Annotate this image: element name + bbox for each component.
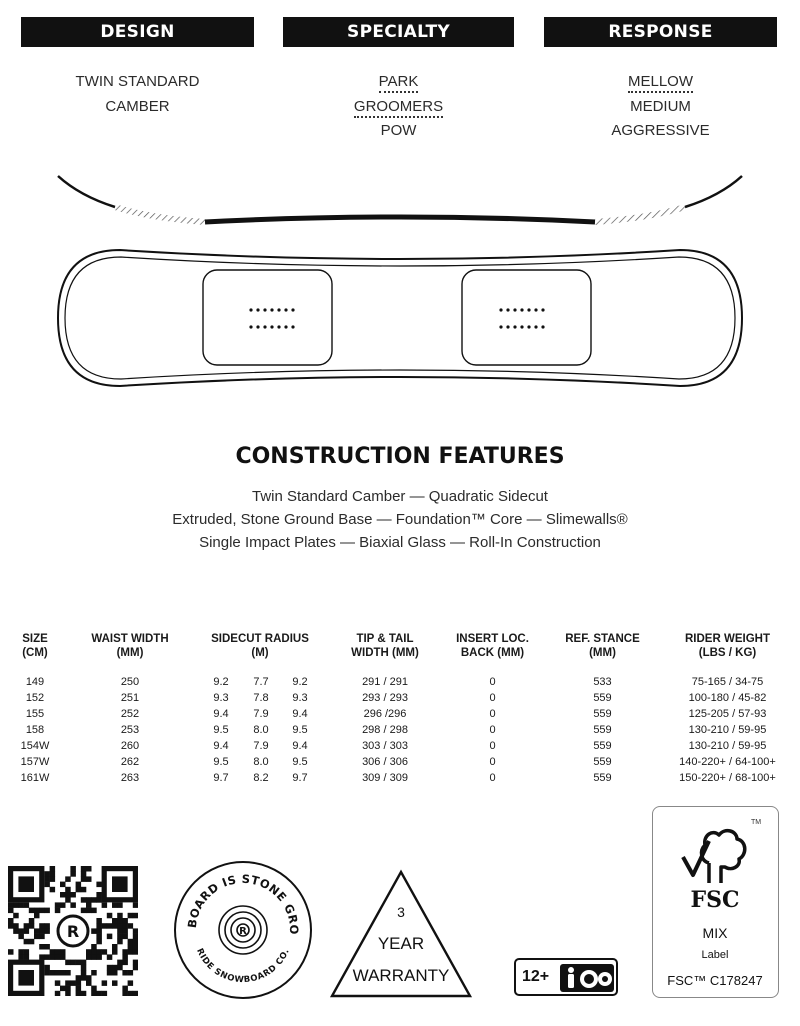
spec-cell-insert: 0	[489, 708, 496, 720]
spec-cell-weight: 130-210 / 59-95	[688, 724, 767, 736]
spec-cell-size: 158	[25, 724, 45, 736]
spec-cell-insert: 0	[489, 772, 496, 784]
spec-cell-waist: 250	[120, 676, 140, 688]
stone-ground-top-text: BOARD IS STONE GRO	[184, 871, 302, 935]
svg-text:R: R	[66, 922, 80, 941]
fsc-label-text: Label	[701, 949, 729, 961]
spec-cell-tiptail: 291 / 291	[362, 676, 408, 688]
fsc-code: FSC™ C178247	[667, 973, 763, 988]
spec-cell-tiptail: 293 / 293	[362, 692, 408, 704]
specialty-item-park: PARK	[379, 73, 419, 93]
response-item-medium: MEDIUM	[630, 97, 691, 115]
spec-cell-weight: 130-210 / 59-95	[688, 740, 767, 752]
spec-cell-size: 161W	[20, 772, 50, 784]
spec-cell-tiptail: 309 / 309	[362, 772, 408, 784]
specialty-item-pow: POW	[380, 122, 417, 139]
warranty-number: 3	[397, 904, 405, 920]
spec-cell-stance: 559	[593, 756, 612, 768]
col-header-size: SIZE (CM)	[22, 633, 48, 659]
spec-cell-r1: 9.2	[213, 676, 229, 688]
response-header: RESPONSE	[544, 17, 777, 47]
warranty-badge	[328, 868, 474, 1000]
spec-cell-insert: 0	[489, 756, 496, 768]
spec-cell-stance: 559	[593, 724, 612, 736]
svg-text:R: R	[239, 926, 247, 937]
spec-cell-r2: 8.2	[253, 772, 269, 784]
fsc-label	[652, 806, 779, 998]
col-header-waist: WAIST WIDTH (MM)	[91, 633, 169, 659]
col-header-sidecut: SIDECUT RADIUS (M)	[211, 633, 309, 659]
fsc-tm: TM	[751, 819, 762, 826]
spec-cell-insert: 0	[489, 724, 496, 736]
spec-cell-r3: 9.4	[292, 708, 308, 720]
spec-cell-weight: 100-180 / 45-82	[688, 692, 767, 704]
spec-cell-r2: 7.9	[253, 740, 269, 752]
spec-cell-r2: 7.8	[253, 692, 269, 704]
spec-cell-waist: 251	[120, 692, 140, 704]
spec-cell-r1: 9.5	[213, 724, 229, 736]
insert-holes	[249, 308, 544, 328]
fsc-tree-icon	[679, 821, 755, 887]
age-rating-badge	[514, 958, 618, 996]
specialty-list	[283, 70, 514, 144]
spec-cell-size: 154W	[20, 740, 50, 752]
spec-cell-size: 149	[25, 676, 45, 688]
design-list	[21, 70, 254, 119]
spec-cell-insert: 0	[489, 740, 496, 752]
spec-cell-weight: 125-205 / 57-93	[688, 708, 767, 720]
spec-cell-stance: 559	[593, 740, 612, 752]
spec-cell-r3: 9.5	[292, 724, 308, 736]
col-header-insert: INSERT LOC. BACK (MM)	[456, 633, 529, 659]
front-binding-plate	[203, 270, 332, 365]
construction-line: Single Impact Plates — Biaxial Glass — Roll-In Construction	[199, 534, 601, 551]
col-header-weight: RIDER WEIGHT (LBS / KG)	[685, 633, 770, 659]
response-list	[544, 70, 777, 144]
spec-cell-tiptail: 303 / 303	[362, 740, 408, 752]
construction-title: CONSTRUCTION FEATURES	[235, 444, 565, 469]
fsc-brand: FSC	[690, 887, 740, 913]
design-item: CAMBER	[105, 97, 170, 115]
spec-cell-r2: 8.0	[253, 724, 269, 736]
spec-cell-weight: 150-220+ / 68-100+	[679, 772, 776, 784]
spec-cell-stance: 533	[593, 676, 612, 688]
spec-cell-r1: 9.4	[213, 708, 229, 720]
warranty-year: YEAR	[377, 934, 425, 953]
spec-cell-weight: 140-220+ / 64-100+	[679, 756, 776, 768]
col-header-tip-tail: TIP & TAIL WIDTH (MM)	[351, 633, 419, 659]
spec-cell-insert: 0	[489, 692, 496, 704]
person-icon	[560, 964, 614, 992]
spec-cell-r1: 9.5	[213, 756, 229, 768]
spec-cell-weight: 75-165 / 34-75	[691, 676, 764, 688]
response-item-aggressive: AGGRESSIVE	[611, 122, 710, 139]
spec-cell-size: 152	[25, 692, 45, 704]
spec-cell-stance: 559	[593, 692, 612, 704]
design-item: TWIN STANDARD	[75, 73, 200, 90]
spec-cell-r3: 9.4	[292, 740, 308, 752]
spec-cell-tiptail: 306 / 306	[362, 756, 408, 768]
warranty-label: WARRANTY	[352, 966, 450, 985]
spec-cell-r3: 9.3	[292, 692, 308, 704]
svg-text:RIDE SNOWBOARD CO.	[194, 947, 292, 985]
stone-ground-bottom-text: RIDE SNOWBOARD CO.	[194, 946, 292, 986]
design-header: DESIGN	[21, 17, 254, 47]
spec-cell-waist: 263	[120, 772, 140, 784]
spec-cell-stance: 559	[593, 772, 612, 784]
spec-cell-tiptail: 298 / 298	[362, 724, 408, 736]
spec-cell-r2: 7.9	[253, 708, 269, 720]
spec-cell-r1: 9.7	[213, 772, 229, 784]
svg-text:THIS BOARD IS STONE GROUND	[172, 859, 301, 935]
stone-ground-seal-icon	[172, 859, 314, 1001]
spec-cell-r3: 9.5	[292, 756, 308, 768]
spec-cell-waist: 252	[120, 708, 140, 720]
spec-cell-size: 155	[25, 708, 45, 720]
col-header-stance: REF. STANCE (MM)	[565, 633, 640, 659]
age-rating-text: 12+	[522, 968, 550, 985]
spec-cell-waist: 253	[120, 724, 140, 736]
board-outline	[58, 250, 742, 386]
spec-cell-tiptail: 296 /296	[363, 708, 407, 720]
spec-cell-r2: 7.7	[253, 676, 269, 688]
specialty-item-groomers: GROOMERS	[354, 98, 443, 118]
construction-line: Extruded, Stone Ground Base — Foundation™ Core — Slimewalls®	[172, 511, 628, 528]
spec-cell-r1: 9.3	[213, 692, 229, 704]
rear-binding-plate	[462, 270, 591, 365]
spec-cell-r1: 9.4	[213, 740, 229, 752]
qr-code-icon	[8, 866, 138, 996]
spec-cell-waist: 260	[120, 740, 140, 752]
spec-cell-insert: 0	[489, 676, 496, 688]
specialty-header: SPECIALTY	[283, 17, 514, 47]
spec-cell-r3: 9.2	[292, 676, 308, 688]
spec-cell-size: 157W	[20, 756, 50, 768]
spec-cell-stance: 559	[593, 708, 612, 720]
construction-line: Twin Standard Camber — Quadratic Sidecut	[252, 488, 548, 505]
fsc-mix: MIX	[702, 925, 728, 941]
board-illustration	[0, 160, 800, 400]
camber-profile	[58, 176, 742, 222]
response-item-mellow: MELLOW	[628, 73, 693, 93]
spec-cell-r2: 8.0	[253, 756, 269, 768]
spec-cell-waist: 262	[120, 756, 140, 768]
spec-cell-r3: 9.7	[292, 772, 308, 784]
